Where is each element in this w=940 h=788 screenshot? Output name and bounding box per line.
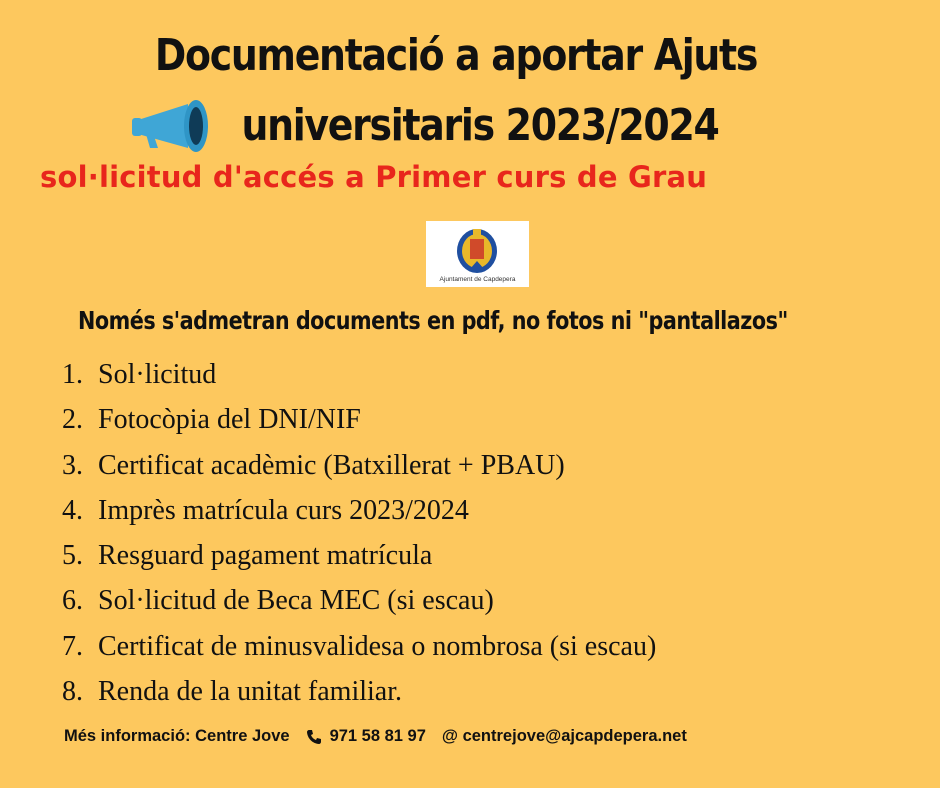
item-label: Certificat acadèmic (Batxillerat + PBAU) <box>98 449 565 481</box>
item-label: Sol·licitud de Beca MEC (si escau) <box>98 585 494 617</box>
phone-icon <box>306 729 322 745</box>
list-item <box>62 488 656 533</box>
item-number: 2. <box>62 404 83 436</box>
list-item <box>62 533 656 578</box>
list-item <box>62 669 656 714</box>
phone-number[interactable]: 971 58 81 97 <box>329 727 426 745</box>
logo-caption: Ajuntament de Capdepera <box>439 276 516 283</box>
item-label: Sol·licitud <box>98 359 217 390</box>
title-line-1: Documentació a aportar Ajuts <box>154 30 758 81</box>
list-item <box>62 443 656 488</box>
email-link[interactable]: @ centrejove@ajcapdepera.net <box>441 727 687 745</box>
item-number: 7. <box>62 630 83 662</box>
list-item <box>62 578 656 623</box>
list-item <box>62 397 656 442</box>
list-item <box>62 624 656 669</box>
item-number: 4. <box>62 494 83 526</box>
subtitle: sol·licitud d'accés a Primer curs de Grau <box>40 160 708 194</box>
item-label: Resguard pagament matrícula <box>98 540 433 572</box>
pdf-notice: Només s'admetran documents en pdf, no fotos ni "pantallazos" <box>78 306 788 335</box>
info-label: Més informació: Centre Jove <box>64 727 290 745</box>
list-item <box>62 352 656 397</box>
contact-footer <box>64 727 687 746</box>
item-number: 1. <box>62 359 83 390</box>
item-number: 3. <box>62 449 83 481</box>
item-label: Renda de la unitat familiar. <box>98 676 403 708</box>
item-number: 6. <box>62 585 83 617</box>
coat-of-arms-icon <box>454 225 500 275</box>
item-label: Fotocòpia del DNI/NIF <box>98 404 361 436</box>
title-line-2: universitaris 2023/2024 <box>241 100 719 151</box>
document-list <box>62 352 656 714</box>
item-label: Certificat de minusvalidesa o nombrosa (si escau) <box>98 630 657 662</box>
item-number: 5. <box>62 540 83 572</box>
item-number: 8. <box>62 676 83 708</box>
item-label: Imprès matrícula curs 2023/2024 <box>98 494 469 526</box>
municipal-logo <box>426 221 529 287</box>
